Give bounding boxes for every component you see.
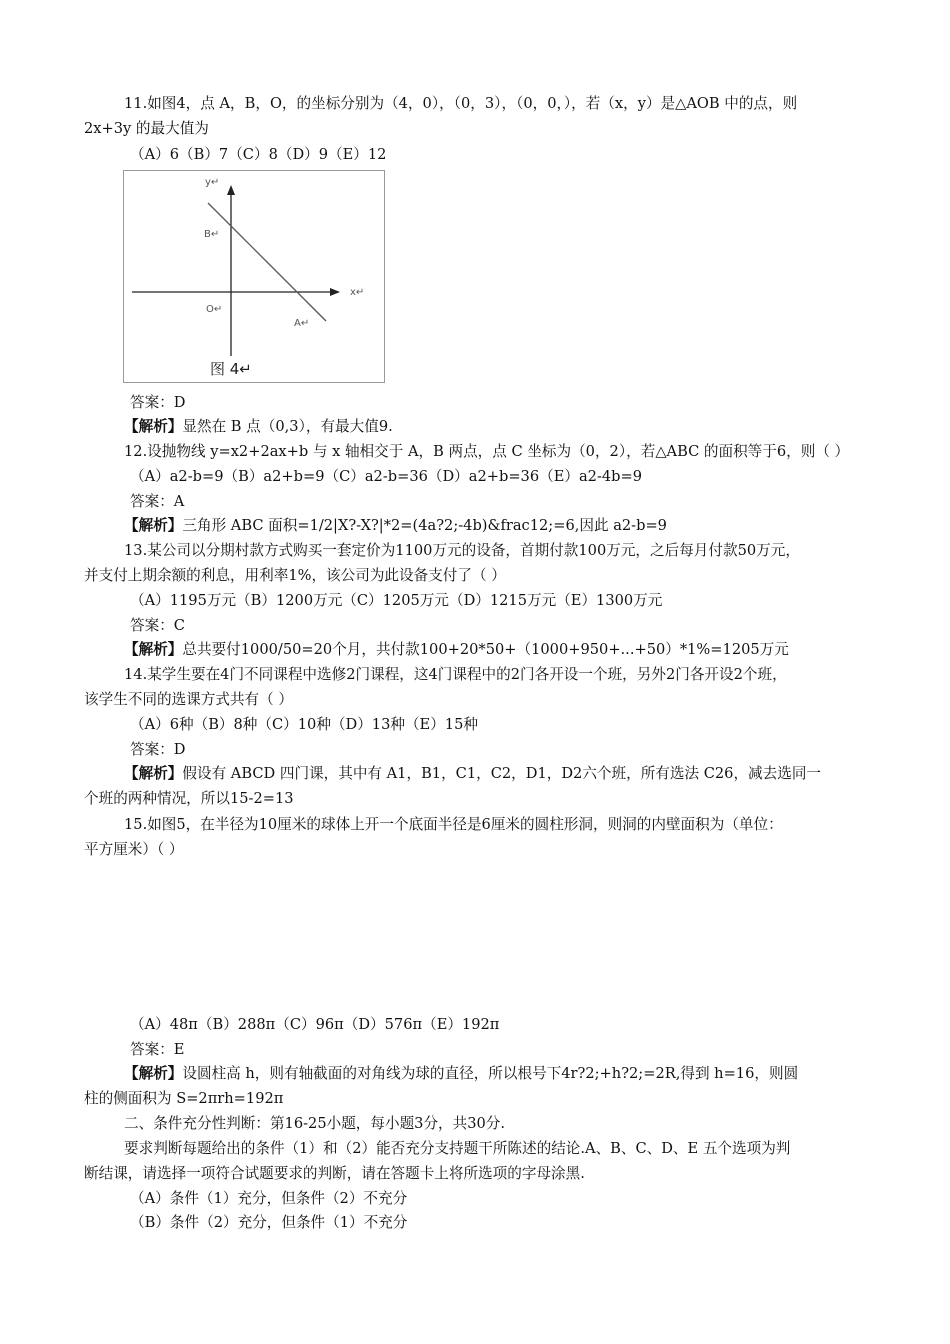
q11-line1: 11.如图4，点 A，B，O，的坐标分别为（4，0），（0，3），（0，0，），若（x，y）是△AOB 中的点，则 [124,95,798,112]
q12-answer: 答案：A [130,493,185,510]
q15-analysis-text: 设圆柱高 h，则有轴截面的对角线为球的直径，所以根号下4r?2;+h?2;=2R,得到 h=16，则圆 [182,1065,799,1082]
q11-answer: 答案：D [130,394,186,411]
section2-intro-line1: 要求判断每题给出的条件（1）和（2）能否充分支持题干所陈述的结论.A、B、C、D、E 五个选项为判 [124,1140,791,1157]
q12-analysis [124,516,667,536]
figure-caption: 图 4↵ [210,360,252,378]
q13-answer: 答案：C [130,617,185,634]
q15-analysis-tag: 【解析】 [124,1065,183,1082]
q15-line2: 平方厘米）（ ） [84,841,184,858]
q13-analysis [124,640,789,660]
q13-analysis-text: 总共要付1000/50=20个月，共付款100+20*50+（1000+950+...+50）*1%=1205万元 [182,641,789,658]
y-axis-label: y↵ [205,177,220,188]
q14-analysis-line1 [124,764,821,784]
y-axis-arrow [227,185,235,195]
section2-intro-line2: 断结课，请选择一项符合试题要求的判断，请在答题卡上将所选项的字母涂黑. [84,1165,585,1182]
figure-4-graph [124,171,386,384]
x-axis-label: x↵ [350,287,365,298]
q13-options: （A）1195万元（B）1200万元（C）1205万元（D）1215万元（E）1300万元 [130,592,663,609]
q12-analysis-text: 三角形 ABC 面积=1/2|X?-X?|*2=(4a?2;-4b)&frac12;=6,因此 a2-b=9 [182,517,667,534]
q14-options: （A）6种（B）8种（C）10种（D）13种（E）15种 [130,716,478,733]
q11-analysis-tag: 【解析】 [124,418,183,435]
q12-analysis-tag: 【解析】 [124,517,183,534]
q14-line2: 该学生不同的选课方式共有（ ） [84,691,293,708]
q12-line1: 12.设抛物线 y=x2+2ax+b 与 x 轴相交于 A，B 两点，点 C 坐标为（0，2），若△ABC 的面积等于6，则（ ） [124,443,850,460]
q11-options: （A）6（B）7（C）8（D）9（E）12 [130,146,387,163]
q11-line2: 2x+3y 的最大值为 [84,120,209,137]
q14-answer: 答案：D [130,741,186,758]
q13-analysis-tag: 【解析】 [124,641,183,658]
q15-analysis-line2: 柱的侧面积为 S=2πrh=192π [84,1090,284,1107]
x-axis-arrow [330,288,340,296]
point-b-label: B↵ [204,229,220,240]
point-o-label: O↵ [206,304,223,315]
q15-analysis-line1 [124,1064,798,1084]
section2-heading: 二、条件充分性判断：第16-25小题，每小题3分，共30分. [124,1115,506,1132]
q14-analysis-text: 假设有 ABCD 四门课，其中有 A1，B1，C1，C2，D1，D2六个班，所有选法 C26，减去选同一 [182,765,822,782]
section2-option-a: （A）条件（1）充分，但条件（2）不充分 [130,1190,408,1207]
q11-analysis-text: 显然在 B 点（0,3），有最大值9. [182,418,393,435]
q14-analysis-tag: 【解析】 [124,765,183,782]
q13-line1: 13.某公司以分期村款方式购买一套定价为1100万元的设备，首期付款100万元，之后每月付款50万元， [124,542,800,559]
q15-answer: 答案：E [130,1041,185,1058]
q15-options: （A）48π（B）288π（C）96π（D）576π（E）192π [130,1016,500,1033]
figure-4 [123,170,385,383]
q13-line2: 并支付上期余额的利息，用利率1%，该公司为此设备支付了（ ） [84,567,506,584]
q14-analysis-line2: 个班的两种情况，所以15-2=13 [84,790,294,807]
q14-line1: 14.某学生要在4门不同课程中选修2门课程，这4门课程中的2门各开设一个班，另外2门各开设2个班， [124,666,787,683]
q11-analysis [124,417,393,437]
section2-option-b: （B）条件（2）充分，但条件（1）不充分 [130,1214,408,1231]
q15-line1: 15.如图5，在半径为10厘米的球体上开一个底面半径是6厘米的圆柱形洞，则洞的内壁面积为（单位： [124,816,783,833]
line-ab [208,203,326,321]
q12-options: （A）a2-b=9（B）a2+b=9（C）a2-b=36（D）a2+b=36（E）a2-4b=9 [130,468,643,485]
point-a-label: A↵ [294,318,310,329]
